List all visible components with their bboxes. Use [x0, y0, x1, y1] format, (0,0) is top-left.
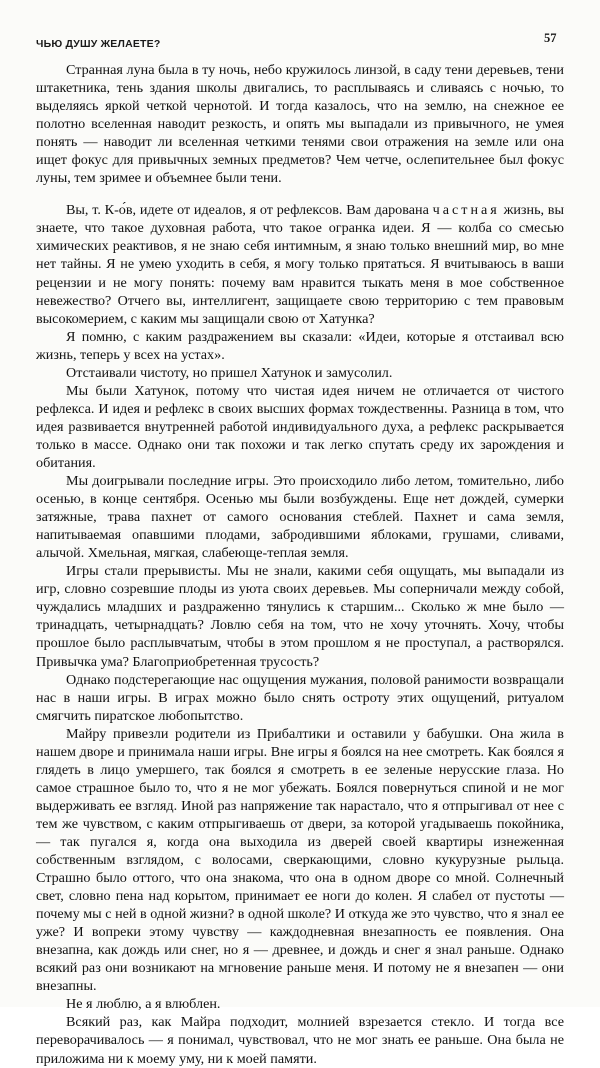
emphasis-spaced: частная — [432, 202, 500, 219]
paragraph: Игры стали прерывисты. Мы не знали, какими себя ощущать, мы выпадали из игр, словно созревшие плоды из уюта своих деревьев. Мы соперничали между собой, чуждались младших и раздраженно тянулись к старшим... Сколько ж мне было — тринадцать, четырнадцать? Ловлю себя на том, что не хочу уточнять. Хочу, чтобы прошлое было расплывчатым, чтобы в этом прошлом я не проступал, а растворялся. Привычка ума? Благоприобретенная трусость? — [36, 563, 564, 670]
paragraph: Майру привезли родители из Прибалтики и оставили у бабушки. Она жила в нашем дворе и принимала наши игры. Вне игры я боялся на нее смотреть. Как боялся я глядеть в лицо умершего, так боялся я смотреть в ее зеленые нерусские глаза. Но самое страшное было то, что я не мог убежать. Боялся повернуться спиной и не мог выдерживать ее взгляд. Иной раз напряжение так нарастало, что я отпрыгивал от нее с тем же чувством, с каким отпрыгиваешь от двери, за которой угадываешь покойника,— так пугался я, когда она выходила из дверей своей квартиры изнеженная собственным взглядом, с волосами, сверкающими, словно кукурузные рыльца. Страшно было оттого, что она знакома, что она в одном дворе со мной. Солнечный свет, словно пена над корытом, принимает ее ноги до колен. Я слабел от пустоты — почему мы с ней в одной жизни? в одной школе? И откуда же это чувство, что я знал ее уже? И вопреки этому чувству — каждодневная внезапность ее появления. Она внезапна, как дождь или снег, но я — древнее, и дождь и снег я знал раньше. Однако всякий раз они возникают на мгновение раньше меня. И потому не я внезапен — они внезапны. — [36, 725, 564, 995]
paragraph: Вы, т. К-о́в, идете от идеалов, я от рефлексов. Вам дарована частная жизнь, вы знаете, что такое духовная работа, что такое огранка идеи. Я — колба со смесью химических реактивов, я не знаю себя интимным, я знаю только внешний мир, во мне нет тайны. Я не умею уходить в себя, я могу только прятаться. Я вчитываюсь в ваши рецензии и не могу понять: почему вам нравится тыкать меня в мое собственное невежество? Отчего вы, интеллигент, защищаете свою территорию с тем правовым высокомерием, с каким мы защищали свою от Хатунка? — [36, 202, 564, 327]
paragraph: Отстаивали чистоту, но пришел Хатунок и замусолил. — [66, 364, 393, 381]
running-title: ЧЬЮ ДУШУ ЖЕЛАЕТЕ? — [36, 38, 161, 50]
paragraph: Мы доигрывали последние игры. Это происходило либо летом, томительно, либо осенью, в конце сентября. Осенью мы были возбуждены. Еще нет дождей, сумерки затяжные, трава пахнет от самого основания стеблей. Пахнет и сама земля, напитываемая опавшими плодами, забродившими яблоками, грушами, сливами, алычой. Хмельная, мягкая, слабеюще-теплая земля. — [36, 473, 564, 562]
paragraph: Однако подстерегающие нас ощущения мужания, половой ранимости возвращали нас в наши игры. В играх можно было снять остроту этих ощущений, ритуалом смягчить пиратское любопытство. — [36, 671, 564, 724]
body-text — [36, 61, 564, 1068]
paragraph: Не я люблю, а я влюблен. — [66, 996, 221, 1013]
paragraph: Я помню, с каким раздражением вы сказали: «Идеи, которые я отстаивал всю жизнь, теперь у всех на устах». — [36, 328, 564, 363]
paragraph: Странная луна была в ту ночь, небо кружилось линзой, в саду тени деревьев, тени штакетника, тень здания школы двигались, то расплываясь и сливаясь с ночью, то выделяясь яркой четкой чернотой. И тогда казалось, что на землю, на снежное ее полотно вселенная наводит резкость, и опять мы выпадали из привычного, не умея понять — наводит ли вселенная четкими тенями свои отражения на земле или она ищет фокус для привычных земных предметов? Чем четче, ослепительнее был фокус луны, тем зримее и объемнее были тени. — [36, 62, 564, 187]
page-number: 57 — [544, 31, 557, 45]
paragraph: Мы были Хатунок, потому что чистая идея ничем не отличается от чистого рефлекса. И идея и рефлекс в своих высших формах тождественны. Разница в том, что идея развивается внутренней работой индивидуального духа, а рефлекс раскрывается только в массе. Однако они так похожи и так легко спутать среду их зарождения и обитания. — [36, 382, 564, 471]
paragraph: Всякий раз, как Майра подходит, молнией взрезается стекло. И тогда все переворачивалось — я понимал, чувствовал, что не мог знать ее раньше. Она была не приложима ни к моему уму, ни к моей памяти. — [36, 1014, 564, 1067]
